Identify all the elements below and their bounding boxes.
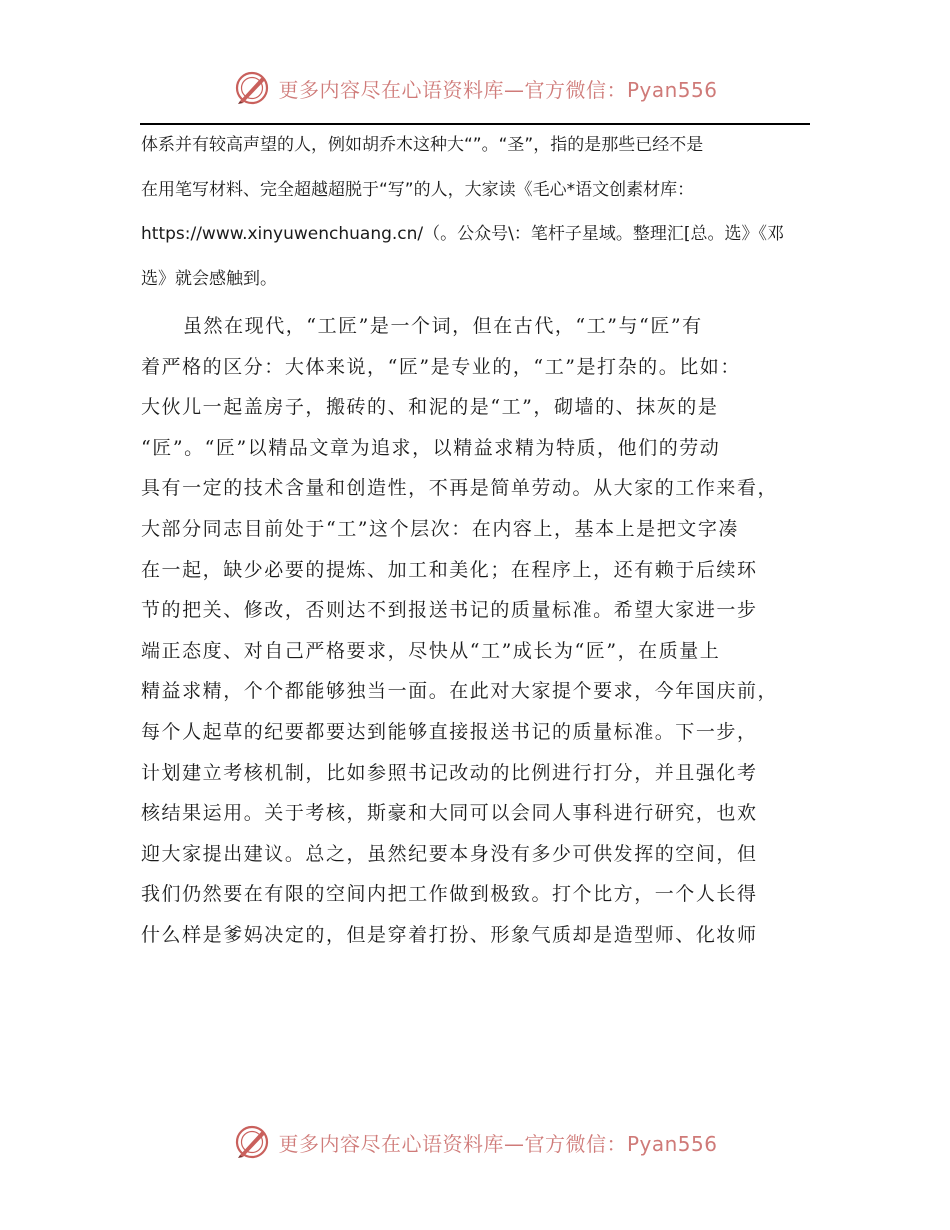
paragraph-1-line: 体系并有较高声望的人，例如胡乔木这种大“”。“圣”，指的是那些已经不是 <box>141 135 704 155</box>
paragraph-1-line: https://www.xinyuwenchuang.cn/（。公众号\：笔杆子星域。整理汇[总。选》《邓 <box>141 224 785 244</box>
paragraph-2-line: 我们仍然要在有限的空间内把工作做到极致。打个比方，一个人长得 <box>141 883 758 906</box>
paragraph-2-line: 计划建立考核机制，比如参照书记改动的比例进行打分，并且强化考 <box>141 761 758 784</box>
header-banner <box>0 66 950 110</box>
document-body <box>141 123 801 956</box>
paragraph-2-line: 在一起，缺少必要的提炼、加工和美化；在程序上，还有赖于后续环 <box>141 558 758 581</box>
pen-logo-icon <box>232 1122 272 1162</box>
footer-banner <box>0 1120 950 1164</box>
header-banner-text: 更多内容尽在心语资料库—官方微信：Pyan556 <box>278 77 718 102</box>
paragraph-2-line: 精益求精，个个都能够独当一面。在此对大家提个要求，今年国庆前， <box>141 680 779 703</box>
paragraph-2-line: 大部分同志目前处于“工”这个层次：在内容上，基本上是把文字凑 <box>141 517 739 540</box>
paragraph-2-line: 节的把关、修改，否则达不到报送书记的质量标准。希望大家进一步 <box>141 599 758 622</box>
pen-logo-icon <box>232 68 272 108</box>
paragraph-2-line: 迎大家提出建议。总之，虽然纪要本身没有多少可供发挥的空间，但 <box>141 842 758 865</box>
paragraph-2-line: 每个人起草的纪要都要达到能够直接报送书记的质量标准。下一步， <box>141 720 758 743</box>
paragraph-2 <box>141 306 801 956</box>
paragraph-2-line: 虽然在现代，“工匠”是一个词，但在古代，“工”与“匠”有 <box>183 315 703 337</box>
paragraph-2-line: 着严格的区分：大体来说，“匠”是专业的，“工”是打杂的。比如： <box>141 355 741 378</box>
paragraph-2-line: 大伙儿一起盖房子，搬砖的、和泥的是“工”，砌墙的、抹灰的是 <box>141 396 719 419</box>
paragraph-2-line: 端正态度、对自己严格要求，尽快从“工”成长为“匠”，在质量上 <box>141 639 721 662</box>
paragraph-2-line: “匠”。“匠”以精品文章为追求，以精益求精为特质，他们的劳动 <box>141 436 721 459</box>
paragraph-1-line: 在用笔写材料、完全超越超脱于“写”的人，大家读《毛心*语文创素材库： <box>141 179 695 200</box>
paragraph-2-line: 什么样是爹妈决定的，但是穿着打扮、形象气质却是造型师、化妆师 <box>141 923 758 946</box>
paragraph-1-line: 选》就会感触到。 <box>141 268 277 289</box>
footer-banner-text: 更多内容尽在心语资料库—官方微信：Pyan556 <box>278 1131 718 1156</box>
paragraph-1 <box>141 123 801 301</box>
paragraph-2-line: 核结果运用。关于考核，斯豪和大同可以会同人事科进行研究，也欢 <box>141 802 758 825</box>
paragraph-2-line: 具有一定的技术含量和创造性，不再是简单劳动。从大家的工作来看， <box>141 477 779 500</box>
